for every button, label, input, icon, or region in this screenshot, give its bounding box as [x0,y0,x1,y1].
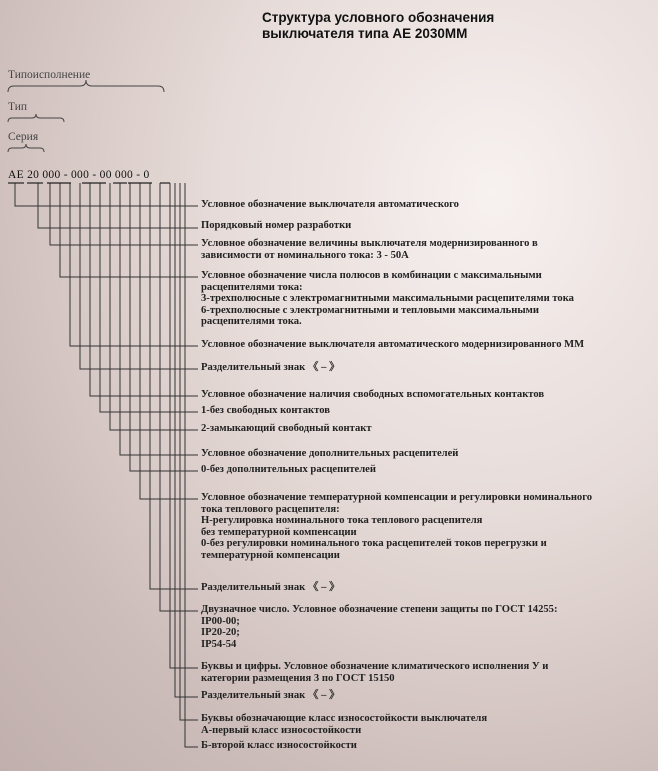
description-line: Двузначное число. Условное обозначение степени защиты по ГОСТ 14255: [201,604,558,615]
description-line: IP20-20; [201,627,240,638]
description-line: температурной компенсации [201,549,340,561]
description-line: расцепителями тока. [201,316,302,327]
connector-1 [15,183,198,206]
description-line: 6-трехполюсные с электромагнитными и тепловыми максимальными [201,304,539,316]
description-line: IP54-54 [201,638,237,650]
connector-3 [50,183,198,245]
description-line: Буквы и цифры. Условное обозначение климатического исполнения У и [201,661,549,672]
description-line: Условное обозначение выключателя автоматического модернизированного ММ [201,339,585,350]
description-line: зависимости от номинального тока: 3 - 50А [201,249,409,261]
description-line: Условное обозначение величины выключателя модернизированного в [201,238,538,249]
description-line: Условное обозначение дополнительных расцепителей [201,448,459,459]
connector-15 [170,183,198,668]
description-line: Разделительный знак 《 – 》 [201,690,340,701]
description-7 [201,389,544,401]
description-14 [201,604,558,650]
description-line: Буквы обозначающие класс износостойкости выключателя [201,713,488,724]
connector-17 [180,183,198,720]
description-line: Н-регулировка номинального тока теплового расцепителя [201,515,483,526]
description-line: 0-без регулировки номинального тока расцепителей токов перегрузки и [201,538,547,549]
description-line: Разделительный знак 《 – 》 [201,582,340,593]
title-line-1: Структура условного обозначения [262,10,495,25]
description-line: Условное обозначение числа полюсов в комбинации с максимальными [201,270,542,281]
connector-4 [60,183,198,277]
description-6 [201,362,340,374]
connector-13 [150,183,198,589]
description-line: Условное обозначение выключателя автоматического [201,199,459,210]
brace-seriya [8,144,44,152]
label-seriya: Серия [8,131,39,143]
description-17 [201,713,487,736]
description-line: А-первый класс износостойкости [201,724,362,736]
connector-8 [100,183,198,412]
description-8 [201,405,330,417]
description-12 [201,492,592,561]
description-line: Б-второй класс износостойкости [201,740,357,751]
description-16 [201,690,340,702]
brace-tip [8,114,64,122]
description-line: 1-без свободных контактов [201,405,330,416]
description-18 [201,740,357,752]
description-line: Разделительный знак 《 – 》 [201,362,340,373]
description-line: Порядковый номер разработки [201,220,352,231]
description-1 [201,199,459,211]
description-line: категории размещения 3 по ГОСТ 15150 [201,672,395,684]
description-line: 2-замыкающий свободный контакт [201,423,372,434]
connector-lines [15,183,198,747]
description-line: без температурной компенсации [201,526,357,538]
description-15 [201,661,548,684]
type-code: АЕ 20 000 - 000 - 00 000 - 0 [8,169,150,181]
description-line: тока теплового расцепителя: [201,503,340,515]
description-line: Условное обозначение наличия свободных вспомогательных контактов [201,389,545,400]
connector-18 [185,183,198,747]
brace-tipoispolnenie [8,80,164,92]
connector-12 [140,183,198,499]
description-line: расцепителями тока: [201,281,303,293]
connector-7 [90,183,198,396]
description-line: Условное обозначение температурной компенсации и регулировки номинального [201,492,593,503]
connector-16 [175,183,198,697]
description-9 [201,423,372,435]
description-line: 3-трехполюсные с электромагнитными максимальными расцепителями тока [201,293,574,304]
connector-5 [70,183,198,346]
label-tipoispolnenie: Типоисполнение [8,69,91,81]
description-2 [201,220,351,232]
connector-10 [120,183,198,455]
description-11 [201,464,376,476]
description-line: IP00-00; [201,615,240,627]
title-line-2: выключателя типа АЕ 2030ММ [262,26,468,41]
description-4 [201,270,574,328]
description-line: 0-без дополнительных расцепителей [201,464,376,475]
description-3 [201,238,538,261]
label-tip: Тип [8,101,28,113]
description-10 [201,448,458,460]
connector-14 [160,183,198,611]
description-5 [201,339,584,351]
description-13 [201,582,340,594]
